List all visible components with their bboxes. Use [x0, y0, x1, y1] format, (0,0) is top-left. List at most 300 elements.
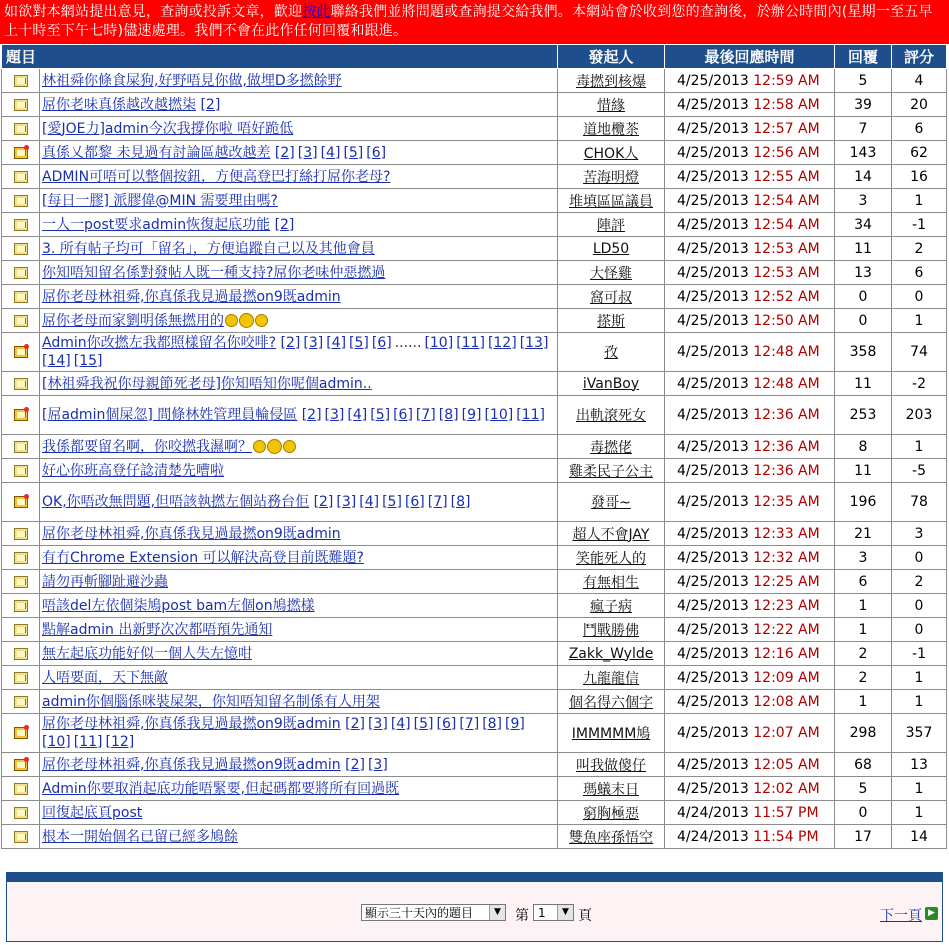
topic-link[interactable]: 屌你老母林祖舜,你真係我見過最撚on9既admin: [42, 716, 341, 732]
page-value: 1: [538, 906, 546, 920]
author-cell: [558, 435, 665, 459]
topic-icon-cell: [2, 801, 40, 825]
topic-link[interactable]: [林祖舜我祝你母親節死老母]你知唔知你呢個admin..: [42, 375, 372, 392]
folder-icon: [14, 267, 28, 279]
page-links: [309, 494, 473, 510]
page-link[interactable]: [5]: [343, 144, 364, 161]
reply-count: 7: [835, 117, 892, 141]
topic-link[interactable]: 回復起底頁post: [42, 804, 143, 821]
author-cell: [558, 285, 665, 309]
last-reply-time: 12:35 AM: [753, 494, 820, 510]
last-reply-time: 12:36 AM: [753, 407, 820, 423]
page-link[interactable]: [6]: [404, 494, 425, 510]
topic-link[interactable]: Admin你改撚左我都照樣留名你咬啡?: [42, 335, 277, 351]
reply-count: 17: [835, 825, 892, 849]
page-link[interactable]: [7]: [415, 407, 436, 423]
author-cell: [558, 642, 665, 666]
topic-row: [2, 777, 947, 801]
topic-row: [2, 285, 947, 309]
page-link[interactable]: [4]: [359, 494, 380, 510]
page-link[interactable]: [7]: [427, 494, 448, 510]
page-links: [270, 145, 389, 161]
reply-count: 11: [835, 237, 892, 261]
last-reply-cell: [665, 261, 835, 285]
last-reply-time: 12:54 AM: [753, 216, 820, 233]
page-link[interactable]: [2]: [274, 144, 295, 161]
last-reply-date: 4/24/2013: [677, 828, 749, 845]
last-reply-time: 11:54 PM: [753, 828, 819, 845]
rating-value: 4: [892, 69, 947, 93]
rating-value: 14: [892, 825, 947, 849]
page-link[interactable]: [11]: [456, 335, 485, 351]
folder-icon: [14, 123, 28, 135]
author-link[interactable]: 苦海明燈: [583, 169, 640, 186]
topic-link[interactable]: 屌你老母林祖舜,你真係我見過最撚on9既admin: [42, 756, 341, 773]
page-link[interactable]: [2]: [200, 96, 221, 113]
topic-row: [2, 213, 947, 237]
emoticon-icon: [225, 314, 238, 327]
author-link[interactable]: 叫我做傻仔: [576, 757, 647, 774]
last-reply-time: 11:57 PM: [753, 804, 819, 821]
topic-link[interactable]: 無左起底功能好似一個人失左憶咁: [42, 645, 252, 662]
author-link[interactable]: 瘋子病: [590, 598, 633, 615]
topic-row: [2, 522, 947, 546]
last-reply-time: 12:07 AM: [753, 725, 820, 741]
author-cell: [558, 522, 665, 546]
header-author[interactable]: 發起人: [558, 45, 665, 69]
topic-title-cell: [40, 372, 558, 396]
page-link[interactable]: [2]: [280, 335, 301, 351]
page-link[interactable]: [4]: [390, 716, 411, 732]
page-link[interactable]: [14]: [42, 353, 71, 369]
author-link[interactable]: 毒撚佬: [590, 439, 633, 456]
author-link[interactable]: LD50: [592, 240, 630, 257]
author-link[interactable]: 陣評: [597, 217, 626, 234]
rating-value: 1: [892, 801, 947, 825]
topic-row: [2, 594, 947, 618]
page-link[interactable]: [2]: [301, 407, 322, 423]
last-reply-time: 12:36 AM: [753, 462, 820, 479]
topic-row: [2, 69, 947, 93]
topic-link[interactable]: [每日一膠] 派膠偉@MIN 需要理由嗎?: [42, 192, 278, 209]
page-link[interactable]: [3]: [367, 756, 388, 773]
reply-count: 3: [835, 189, 892, 213]
last-reply-time: 12:33 AM: [753, 525, 820, 542]
topic-title-cell: [40, 459, 558, 483]
page-link[interactable]: [3]: [297, 144, 318, 161]
topic-table-header: [2, 45, 947, 69]
page-link[interactable]: [15]: [73, 353, 103, 369]
author-link[interactable]: Zakk_Wylde: [568, 645, 654, 662]
author-cell: [558, 165, 665, 189]
topic-row: [2, 483, 947, 522]
page-link[interactable]: [10]: [424, 335, 454, 351]
topic-link[interactable]: OK,你唔改無問題,但唔該執撚左個站務台佢: [42, 494, 310, 510]
last-reply-time: 12:59 AM: [753, 72, 820, 89]
author-link[interactable]: 有無相生: [583, 574, 640, 591]
rating-value: 1: [892, 309, 947, 333]
topic-link[interactable]: 你知唔知留名係對發帖人既一種支持?屌你老味仲惡撚過: [42, 264, 386, 281]
folder-icon: [14, 378, 28, 390]
topic-title-cell: [40, 522, 558, 546]
next-arrow-icon[interactable]: ▶: [925, 907, 938, 920]
page-link: ......: [394, 335, 422, 351]
page-link[interactable]: [2]: [345, 716, 365, 732]
last-reply-time: 12:16 AM: [753, 645, 820, 662]
next-page-link[interactable]: 下一頁: [880, 908, 922, 924]
last-reply-date: 4/25/2013: [677, 645, 749, 662]
date-range-select[interactable]: [361, 904, 506, 921]
topic-link[interactable]: 屌你老母而家劉明係無撚用的: [42, 312, 224, 329]
last-reply-cell: [665, 825, 835, 849]
page-link[interactable]: [8]: [450, 494, 471, 510]
rating-value: 78: [892, 483, 947, 522]
rating-value: 3: [892, 522, 947, 546]
topic-link[interactable]: 好心你班高登仔諗清楚先嘈啦: [42, 462, 224, 479]
topic-title-cell: [40, 69, 558, 93]
reply-count: 143: [835, 141, 892, 165]
page-link[interactable]: [11]: [73, 734, 103, 750]
topic-link[interactable]: 唔該del左依個柒鳩post bam左個on鳩撚樣: [42, 597, 315, 614]
topic-link[interactable]: 根本一開始個名已留已經多鳩餘: [42, 828, 238, 845]
author-link[interactable]: 搽斯: [597, 313, 626, 330]
last-reply-date: 4/25/2013: [677, 192, 749, 209]
topic-row: [2, 141, 947, 165]
last-reply-time: 12:52 AM: [753, 288, 820, 305]
topic-row: [2, 546, 947, 570]
author-link[interactable]: 堆填區區議員: [569, 193, 654, 210]
last-reply-time: 12:25 AM: [753, 573, 820, 590]
topic-title-cell: [40, 117, 558, 141]
last-reply-time: 12:05 AM: [753, 756, 820, 773]
topic-icon-cell: [2, 237, 40, 261]
topic-row: [2, 396, 947, 435]
last-reply-cell: [665, 753, 835, 777]
topic-title-cell: [40, 690, 558, 714]
topic-icon-cell: [2, 459, 40, 483]
last-reply-time: 12:50 AM: [753, 312, 820, 329]
topic-row: [2, 690, 947, 714]
last-reply-cell: [665, 237, 835, 261]
last-reply-date: 4/25/2013: [677, 438, 749, 455]
topic-title-cell: [40, 189, 558, 213]
topic-row: [2, 372, 947, 396]
author-cell: [558, 618, 665, 642]
reply-count: 14: [835, 165, 892, 189]
topic-icon-cell: [2, 165, 40, 189]
last-reply-time: 12:08 AM: [753, 693, 820, 710]
author-cell: [558, 309, 665, 333]
author-cell: [558, 483, 665, 522]
last-reply-date: 4/25/2013: [677, 144, 749, 161]
topic-title-cell: [40, 261, 558, 285]
page-link[interactable]: [6]: [436, 716, 457, 732]
rating-value: 62: [892, 141, 947, 165]
page-link[interactable]: [5]: [349, 335, 369, 351]
page-link[interactable]: [6]: [393, 407, 413, 423]
author-link[interactable]: 個名得六個字: [569, 694, 654, 711]
last-reply-time: 12:57 AM: [753, 120, 820, 137]
page-link[interactable]: [9]: [505, 716, 525, 732]
page-links: [196, 97, 223, 113]
reply-count: 2: [835, 642, 892, 666]
folder-icon: [14, 243, 28, 255]
last-reply-date: 4/24/2013: [677, 804, 749, 821]
topic-row: [2, 570, 947, 594]
page-link[interactable]: [3]: [303, 335, 324, 351]
emoticon-icon: [255, 314, 268, 327]
rating-value: 0: [892, 618, 947, 642]
rating-value: 1: [892, 189, 947, 213]
topic-link[interactable]: [愛JOE力]admin今次我撐你啦 唔好跪低: [42, 120, 294, 137]
topic-icon-cell: [2, 117, 40, 141]
page-link[interactable]: [6]: [371, 335, 392, 351]
folder-icon: [14, 648, 28, 660]
last-reply-cell: [665, 570, 835, 594]
last-reply-cell: [665, 642, 835, 666]
author-cell: [558, 141, 665, 165]
hot-folder-icon: [14, 496, 28, 508]
topic-link[interactable]: admin你個腦係咪裝屎架，你知唔知留名制係有人用架: [42, 693, 380, 710]
date-range-value: 顯示三十天內的題目: [365, 906, 474, 920]
page-link[interactable]: [3]: [324, 407, 345, 423]
rating-value: 20: [892, 93, 947, 117]
page-link[interactable]: [2]: [313, 494, 334, 510]
author-link[interactable]: CHOK人: [583, 145, 639, 162]
page-link[interactable]: [11]: [516, 407, 545, 423]
author-link[interactable]: 惜緣: [597, 97, 626, 114]
last-reply-cell: [665, 714, 835, 753]
author-link[interactable]: 笑能死人的: [576, 550, 647, 567]
topic-icon-cell: [2, 825, 40, 849]
page-links: [341, 757, 391, 773]
page-link[interactable]: [4]: [347, 407, 368, 423]
page-link[interactable]: [12]: [487, 335, 517, 351]
last-reply-time: 12:22 AM: [753, 621, 820, 638]
folder-icon: [14, 696, 28, 708]
page-link[interactable]: [6]: [366, 144, 387, 161]
author-cell: [558, 333, 665, 372]
topic-title-cell: [40, 93, 558, 117]
notice-text-before: 如欲對本網站提出意見，查詢或投訴文章，歡迎: [4, 4, 303, 20]
topic-title-cell: [40, 309, 558, 333]
topic-link[interactable]: 有冇Chrome Extension 可以解決高登目前既難題?: [42, 549, 364, 566]
reply-count: 11: [835, 459, 892, 483]
reply-count: 34: [835, 213, 892, 237]
last-reply-date: 4/25/2013: [677, 756, 749, 773]
header-time[interactable]: 最後回應時間: [665, 45, 835, 69]
last-reply-cell: [665, 483, 835, 522]
topic-icon-cell: [2, 372, 40, 396]
topic-icon-cell: [2, 690, 40, 714]
rating-value: 6: [892, 117, 947, 141]
topic-icon-cell: [2, 483, 40, 522]
last-reply-cell: [665, 396, 835, 435]
topic-link[interactable]: 一人一post要求admin恢復起底功能: [42, 216, 271, 233]
author-link[interactable]: 雙魚座孫悟空: [569, 829, 654, 846]
topic-title-cell: [40, 237, 558, 261]
rating-value: 1: [892, 690, 947, 714]
rating-value: -5: [892, 459, 947, 483]
folder-icon: [14, 552, 28, 564]
author-link[interactable]: 窩可叔: [590, 289, 633, 306]
page-link[interactable]: [5]: [382, 494, 402, 510]
rating-value: 1: [892, 666, 947, 690]
folder-icon: [14, 528, 28, 540]
reply-count: 298: [835, 714, 892, 753]
rating-value: 2: [892, 570, 947, 594]
page-link[interactable]: [4]: [320, 144, 341, 161]
page-link[interactable]: [5]: [370, 407, 391, 423]
header-replies[interactable]: 回覆: [835, 45, 892, 69]
page-link[interactable]: [8]: [482, 716, 503, 732]
last-reply-date: 4/25/2013: [677, 525, 749, 542]
last-reply-date: 4/25/2013: [677, 240, 749, 257]
topic-title-cell: [40, 333, 558, 372]
topic-link[interactable]: 屌你老母林祖舜,你真係我見過最撚on9既admin: [42, 288, 341, 305]
topic-icon-cell: [2, 594, 40, 618]
topic-row: [2, 237, 947, 261]
topic-link[interactable]: ADMIN可唔可以整個按鈕，方便高登巴打絲打屌你老母?: [42, 168, 391, 185]
emoticon-icon: [253, 440, 266, 453]
topic-link[interactable]: 真係乂都黎 未見過有討論區越改越差: [42, 144, 271, 161]
rating-value: 74: [892, 333, 947, 372]
last-reply-cell: [665, 333, 835, 372]
folder-icon: [14, 807, 28, 819]
last-reply-cell: [665, 546, 835, 570]
header-rating[interactable]: 評分: [892, 45, 947, 69]
page-link[interactable]: [12]: [105, 734, 135, 750]
last-reply-time: 12:32 AM: [753, 549, 820, 566]
contact-link[interactable]: 按此: [302, 4, 331, 20]
page-link[interactable]: [2]: [345, 756, 365, 773]
topic-icon-cell: [2, 435, 40, 459]
topic-link[interactable]: 3. 所有帖子均可「留名」，方便追蹤自己以及其他會員: [42, 240, 375, 257]
last-reply-date: 4/25/2013: [677, 216, 749, 233]
topic-link[interactable]: 點解admin 出新野次次都唔預先通知: [42, 621, 273, 638]
last-reply-date: 4/25/2013: [677, 693, 749, 710]
topic-link[interactable]: [屌admin個屎忽] 間條林姓管理員輪侵區: [42, 407, 298, 423]
author-cell: [558, 237, 665, 261]
topic-link[interactable]: 屌你老味真係越改越撚柒: [42, 96, 196, 113]
last-reply-time: 12:53 AM: [753, 264, 820, 281]
reply-count: 0: [835, 801, 892, 825]
last-reply-date: 4/25/2013: [677, 96, 749, 113]
topic-title-cell: [40, 801, 558, 825]
author-link[interactable]: 九龍龍信: [583, 670, 640, 687]
page-link[interactable]: [5]: [413, 716, 434, 732]
topic-icon-cell: [2, 777, 40, 801]
reply-count: 1: [835, 690, 892, 714]
author-link[interactable]: 毒撚到核爆: [576, 73, 647, 90]
last-reply-date: 4/25/2013: [677, 669, 749, 686]
folder-icon: [14, 291, 28, 303]
last-reply-cell: [665, 285, 835, 309]
author-link[interactable]: 發哥~: [591, 495, 631, 511]
author-link[interactable]: iVanBoy: [582, 375, 640, 392]
topic-link[interactable]: 林祖舜你條食屎狗,好野唔見你做,做埋D多撚餘野: [42, 72, 342, 89]
topic-row: [2, 261, 947, 285]
author-link[interactable]: 瑪蟻末日: [583, 781, 640, 798]
author-link[interactable]: 道地欖茶: [583, 121, 640, 138]
last-reply-time: 12:56 AM: [753, 144, 820, 161]
page-link[interactable]: [9]: [461, 407, 482, 423]
reply-count: 21: [835, 522, 892, 546]
topic-icon-cell: [2, 69, 40, 93]
last-reply-date: 4/25/2013: [677, 407, 749, 423]
emoticon-icon: [239, 313, 254, 328]
hot-folder-icon: [14, 409, 28, 421]
author-cell: [558, 213, 665, 237]
topic-icon-cell: [2, 666, 40, 690]
folder-icon: [14, 576, 28, 588]
author-link[interactable]: 窮胸極惡: [583, 805, 640, 822]
topic-row: [2, 459, 947, 483]
topic-title-cell: [40, 141, 558, 165]
header-title[interactable]: 題目: [2, 45, 558, 69]
topic-row: [2, 333, 947, 372]
last-reply-date: 4/25/2013: [677, 549, 749, 566]
page-select[interactable]: [533, 904, 574, 921]
author-link[interactable]: 超人不會JAY: [572, 526, 650, 543]
author-link[interactable]: ⅠMMMMM鳩: [571, 726, 651, 742]
rating-value: -2: [892, 372, 947, 396]
footer-panel: [6, 872, 943, 942]
topic-link[interactable]: 人唔要面，天下無敵: [42, 669, 168, 686]
author-link[interactable]: 出軌滾死女: [576, 408, 647, 424]
rating-value: 1: [892, 777, 947, 801]
topic-icon-cell: [2, 333, 40, 372]
author-link[interactable]: 雞柔民子公主: [569, 463, 654, 480]
reply-count: 196: [835, 483, 892, 522]
topic-link[interactable]: 我係都要留名啊，你咬撚我濕啊？: [42, 438, 252, 455]
topic-link[interactable]: Admin你要取消起底功能唔緊要,但起碼都要將所有回過既: [42, 780, 400, 797]
last-reply-date: 4/25/2013: [677, 168, 749, 185]
page-link[interactable]: [3]: [336, 494, 357, 510]
hot-folder-icon: [14, 727, 28, 739]
last-reply-time: 12:55 AM: [753, 168, 820, 185]
last-reply-date: 4/25/2013: [677, 621, 749, 638]
topic-title-cell: [40, 777, 558, 801]
author-link[interactable]: 鬥戰勝佛: [583, 622, 640, 639]
page-link[interactable]: [4]: [326, 335, 347, 351]
author-link[interactable]: 孜: [604, 345, 619, 361]
author-link[interactable]: 大怪雞: [590, 265, 633, 282]
author-cell: [558, 825, 665, 849]
chevron-down-icon: ▼: [557, 905, 573, 920]
topic-link[interactable]: 請勿再斬腳趾避沙蟲: [42, 573, 168, 590]
page-link[interactable]: [10]: [42, 734, 71, 750]
reply-count: 68: [835, 753, 892, 777]
topic-link[interactable]: 屌你老母林祖舜,你真係我見過最撚on9既admin: [42, 525, 341, 542]
reply-count: 8: [835, 435, 892, 459]
page-link[interactable]: [13]: [519, 335, 549, 351]
page-link[interactable]: [7]: [459, 716, 480, 732]
rating-value: 0: [892, 285, 947, 309]
topic-title-cell: [40, 213, 558, 237]
author-cell: [558, 801, 665, 825]
rating-value: 6: [892, 261, 947, 285]
page-link[interactable]: [2]: [274, 216, 295, 233]
folder-icon: [14, 219, 28, 231]
topic-icon-cell: [2, 309, 40, 333]
page-link[interactable]: [8]: [438, 407, 459, 423]
page-link[interactable]: [3]: [367, 716, 388, 732]
page-link[interactable]: [10]: [484, 407, 514, 423]
topic-title-cell: [40, 642, 558, 666]
topic-row: [2, 801, 947, 825]
last-reply-time: 12:48 AM: [753, 375, 820, 392]
